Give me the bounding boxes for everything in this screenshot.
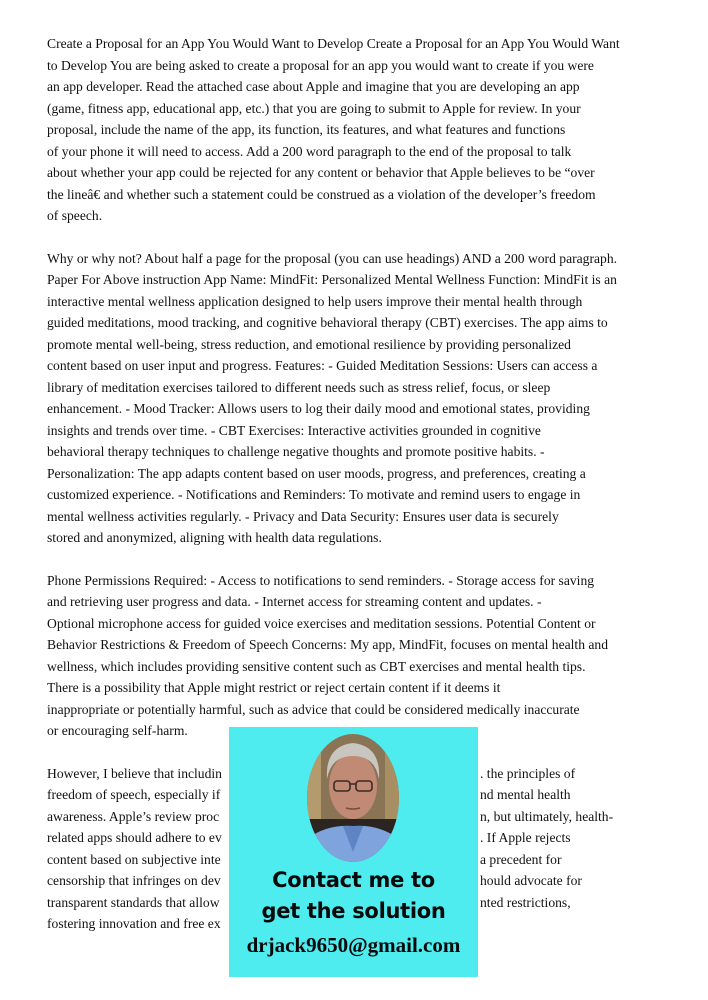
- text-fragment-right: n, but ultimately, health-: [480, 808, 614, 824]
- text-fragment-left: However, I believe that includin: [47, 765, 222, 781]
- contact-email[interactable]: drjack9650@gmail.com: [246, 933, 461, 957]
- text-fragment-right: . the principles of: [480, 765, 576, 781]
- ad-headline-line1: Contact me to: [272, 868, 435, 892]
- text-line: of your phone it will need to access. Add a 200 word paragraph to the end of the proposal to talk: [47, 143, 572, 159]
- author-photo: [307, 734, 399, 862]
- text-line: Phone Permissions Required: - Access to notifications to send reminders. - Storage access for saving: [47, 572, 595, 588]
- text-line: stored and anonymized, aligning with health data regulations.: [47, 530, 382, 545]
- text-line: behavioral therapy techniques to challenge negative thoughts and promote positive habits. -: [47, 444, 545, 459]
- text-fragment-right: a precedent for: [480, 851, 562, 867]
- text-line: an app developer. Read the attached case about Apple and imagine that you are developing an app: [47, 79, 580, 94]
- text-fragment-left: transparent standards that allow: [47, 894, 220, 910]
- text-line: to Develop You are being asked to create a proposal for an app you would want to create if you were: [47, 57, 594, 73]
- text-line: mental wellness activities regularly. - Privacy and Data Security: Ensures user data is securely: [47, 508, 559, 524]
- text-line: enhancement. - Mood Tracker: Allows users to log their daily mood and emotional states, providing: [47, 401, 590, 416]
- text-line: inappropriate or potentially harmful, such as advice that could be considered medically inaccurate: [47, 701, 580, 717]
- text-line: wellness, which includes providing sensitive content such as CBT exercises and mental health tips.: [47, 658, 586, 674]
- text-fragment-left: censorship that infringes on dev: [47, 873, 221, 888]
- text-fragment-left: awareness. Apple’s review proc: [47, 808, 220, 824]
- text-fragment-right: nd mental health: [480, 787, 571, 802]
- text-line: Behavior Restrictions & Freedom of Speech Concerns: My app, MindFit, focuses on mental health and: [47, 637, 609, 652]
- text-fragment-right: . If Apple rejects: [480, 830, 571, 845]
- text-line: Create a Proposal for an App You Would Want to Develop Create a Proposal for an App You Would Want: [47, 36, 620, 51]
- contact-advertisement[interactable]: [229, 727, 478, 977]
- text-line: Optional microphone access for guided voice exercises and meditation sessions. Potential Content or: [47, 615, 596, 631]
- text-line: (game, fitness app, educational app, etc.) that you are going to submit to Apple for review. In your: [47, 100, 581, 116]
- text-line: and retrieving user progress and data. - Internet access for streaming content and updates. -: [47, 594, 542, 609]
- text-line: guided meditations, mood tracking, and cognitive behavioral therapy (CBT) exercises. The app aims to: [47, 315, 608, 330]
- text-line: or encouraging self-harm.: [47, 723, 188, 738]
- text-line: the lineâ€ and whether such a statement could be construed as a violation of the developer’s freedom: [47, 186, 596, 202]
- text-line: Why or why not? About half a page for the proposal (you can use headings) AND a 200 word paragraph.: [47, 250, 618, 266]
- paragraph-gap: [47, 549, 687, 570]
- text-line: Paper For Above instruction App Name: MindFit: Personalized Mental Wellness Function: MindFit is an: [47, 272, 617, 287]
- text-line: Personalization: The app adapts content based on user moods, progress, and preferences, creating a: [47, 465, 586, 481]
- text-line: promote mental well-being, stress reduction, and emotional resilience by providing personalized: [47, 336, 571, 352]
- text-line: about whether your app could be rejected for any content or behavior that Apple believes to be “over: [47, 165, 595, 180]
- text-fragment-left: content based on subjective inte: [47, 851, 221, 867]
- text-fragment-right: hould advocate for: [480, 873, 582, 888]
- text-fragment-right: nted restrictions,: [480, 894, 571, 910]
- ad-headline-line2: get the solution: [261, 899, 446, 923]
- text-fragment-left: related apps should adhere to ev: [47, 830, 222, 845]
- text-line: insights and trends over time. - CBT Exercises: Interactive activities grounded in cognitive: [47, 422, 541, 438]
- text-fragment-left: fostering innovation and free ex: [47, 916, 221, 931]
- text-line: proposal, include the name of the app, its function, its features, and what features and functions: [47, 122, 566, 137]
- paragraph-gap: [47, 227, 687, 248]
- text-line: of speech.: [47, 208, 103, 223]
- text-line: library of meditation exercises tailored to different needs such as stress relief, focus, or sleep: [47, 379, 551, 395]
- text-line: content based on user input and progress. Features: - Guided Meditation Sessions: Users can access a: [47, 358, 598, 373]
- text-line: interactive mental wellness application designed to help users improve their mental health through: [47, 293, 583, 309]
- text-line: customized experience. - Notifications and Reminders: To motivate and remind users to engage in: [47, 487, 581, 502]
- text-line: There is a possibility that Apple might restrict or reject certain content if it deems it: [47, 680, 501, 695]
- text-fragment-left: freedom of speech, especially if: [47, 787, 221, 802]
